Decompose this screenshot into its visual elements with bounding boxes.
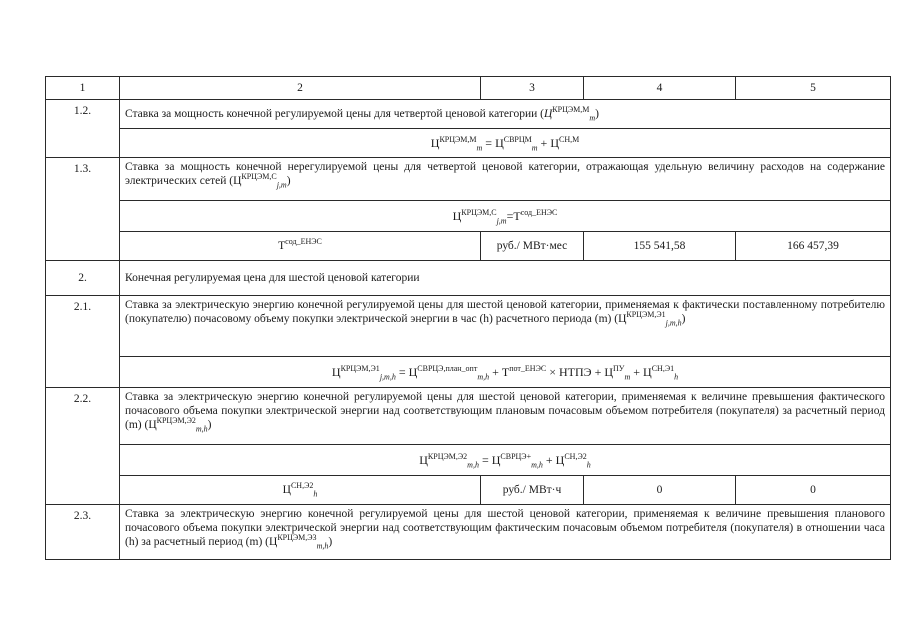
- value-unit: руб./ МВт·ч: [481, 476, 584, 505]
- row-description: Конечная регулируемая цена для шестой ценовой категории: [120, 261, 891, 296]
- row-description: Ставка за электрическую энергию конечной регулируемой цены для шестой ценовой категории, применяемая к величине превышения фактического почасового объема покупки электрической энергии над соответствующим плановым почасовым объемом потребителя (покупателя) за расчетный период (m) $(Ц^{КРЦЭМ,Э2}_{m,h})$: [120, 388, 891, 445]
- value-col-5: 166 457,39: [736, 232, 891, 261]
- symbol-sub: m: [589, 113, 596, 123]
- row-number: 1.3.: [46, 158, 120, 261]
- header-row: [46, 77, 891, 100]
- row-description: Ставка за электрическую энергию конечной регулируемой цены для шестой ценовой категории, применяемая к фактически поставленному потребителю (покупателю) почасовому объему покупки электрической энергии в час (h) расчетного периода (m) $(Ц^{КРЦЭМ,Э1}_{j,m,h})$: [120, 296, 891, 357]
- value-col-4: 0: [584, 476, 736, 505]
- formula-row: [46, 357, 891, 388]
- col-header-1: 1: [46, 77, 120, 100]
- symbol-base: Ц: [233, 175, 242, 187]
- symbol-sub: m,h: [316, 541, 329, 551]
- table-row: [46, 100, 891, 129]
- value-name: $Т^{сод\_ЕНЭС}$: [120, 232, 481, 261]
- table-row: [46, 261, 891, 296]
- description-text: Ставка за электрическую энергию конечной регулируемой цены для шестой ценовой категории, применяемая к величине превышения фактического почасового объема покупки электрической энергии над соответствующим плановым почасовым объемом потребителя (покупателя) за расчетный период (m): [125, 391, 885, 431]
- table-row: [46, 388, 891, 445]
- col-header-5: 5: [736, 77, 891, 100]
- col-header-2: 2: [120, 77, 481, 100]
- formula-row: [46, 129, 891, 158]
- formula: $Ц^{КРЦЭМ,Э2}_{m,h} = Ц^{СВРЦЭ+}_{m,h} + Ц^{СН,Э2}_h$: [120, 445, 891, 476]
- value-col-5: 0: [736, 476, 891, 505]
- description-text: Ставка за мощность конечной регулируемой цены для четвертой ценовой категории: [125, 108, 538, 120]
- row-number: 2.2.: [46, 388, 120, 505]
- formula-row: [46, 445, 891, 476]
- symbol-sub: m,h: [195, 424, 208, 434]
- symbol-base: Ц: [618, 313, 627, 325]
- value-name: $Ц^{СН,Э2}_h$: [120, 476, 481, 505]
- description-text: Ставка за электрическую энергию конечной регулируемой цены для шестой ценовой категории, применяемая к фактически поставленному потребителю (покупателю) почасовому объему покупки электрической энергии в час (h) расчетного периода (m): [125, 299, 885, 325]
- formula: $Ц^{КРЦЭМ,С}_{j,m}=Т^{сод\_ЕНЭС}$: [120, 201, 891, 232]
- description-text: Ставка за электрическую энергию конечной регулируемой цены для шестой ценовой категории, применяемая к величине превышения планового почасового объема покупки электрической энергии над соответствующим фактическим почасовым объемом потребителя (покупателя) в отношении часа (h) за расчетный период (m): [125, 508, 885, 548]
- table-row: [46, 296, 891, 357]
- row-description: Ставка за электрическую энергию конечной регулируемой цены для шестой ценовой категории, применяемая к величине превышения планового почасового объема покупки электрической энергии над соответствующим фактическим почасовым объемом потребителя (покупателя) в отношении часа (h) за расчетный период (m) $(Ц^{КРЦЭМ,Э3}_{m,h})$: [120, 505, 891, 560]
- row-description: Ставка за мощность конечной регулируемой цены для четвертой ценовой категории $(Ц^{КРЦЭМ,М}_m)$: [120, 100, 891, 129]
- symbol-sup: КРЦЭМ,С: [241, 172, 277, 182]
- symbol-sub: j,m: [276, 180, 287, 190]
- row-number: 2.: [46, 261, 120, 296]
- value-col-4: 155 541,58: [584, 232, 736, 261]
- symbol-sup: КРЦЭМ,Э3: [277, 533, 317, 543]
- value-row: [46, 232, 891, 261]
- value-unit: руб./ МВт·мес: [481, 232, 584, 261]
- formula: $Ц^{КРЦЭМ,М}_m = Ц^{СВРЦМ}_m + Ц^{СН,М}$: [120, 129, 891, 158]
- row-number: 2.3.: [46, 505, 120, 560]
- col-header-4: 4: [584, 77, 736, 100]
- description-text: Ставка за мощность конечной нерегулируемой цены для четвертой ценовой категории, отражающая удельную величину расходов на содержание электрических сетей: [125, 161, 885, 187]
- row-number: 1.2.: [46, 100, 120, 158]
- col-header-3: 3: [481, 77, 584, 100]
- symbol-sup: КРЦЭМ,Э1: [626, 310, 666, 320]
- symbol-sup: КРЦЭМ,М: [552, 105, 590, 115]
- table-row: [46, 158, 891, 201]
- row-number: 2.1.: [46, 296, 120, 388]
- symbol-sub: j,m,h: [665, 318, 682, 328]
- symbol-base: Ц: [148, 419, 157, 431]
- row-description: Ставка за мощность конечной нерегулируемой цены для четвертой ценовой категории, отражающая удельную величину расходов на содержание электрических сетей $(Ц^{КРЦЭМ,С}_{j,m})$: [120, 158, 891, 201]
- table-row: [46, 505, 891, 560]
- formula-row: [46, 201, 891, 232]
- symbol-base: Ц: [269, 536, 278, 548]
- tariff-table: [45, 76, 891, 560]
- symbol-base: Ц: [543, 108, 553, 120]
- value-row: [46, 476, 891, 505]
- symbol-sup: КРЦЭМ,Э2: [156, 416, 196, 426]
- formula: $Ц^{КРЦЭМ,Э1}_{j,m,h} = Ц^{СВРЦЭ,план\_опт}_{m,h} + Т^{пот\_ЕНЭС}$ × НТПЭ + $Ц^{ПУ}_m + Ц^{СН,Э1}_h$: [120, 357, 891, 388]
